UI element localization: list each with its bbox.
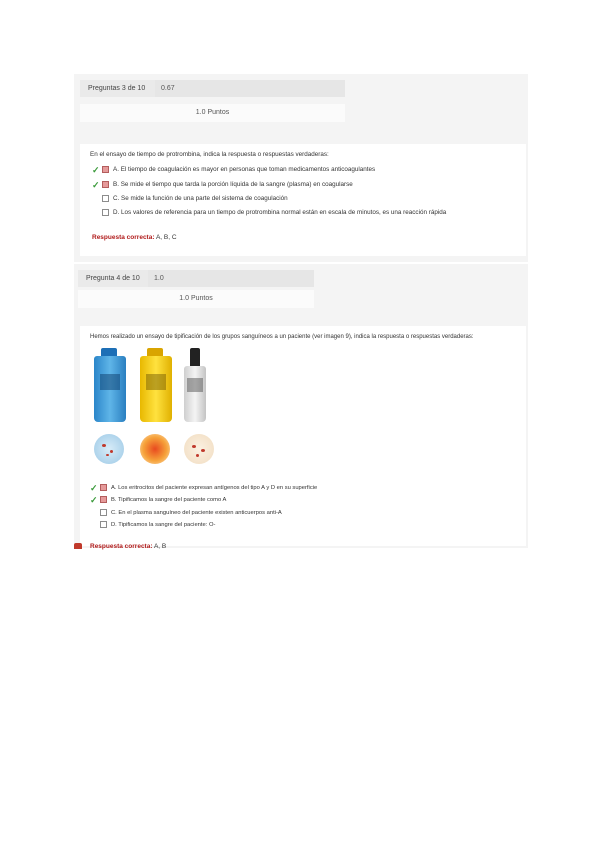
option-text: D. Los valores de referencia para un tiempo de protrombina normal están en escala de minutos, es una reacción rápida bbox=[113, 209, 447, 216]
option-text: B. Tipificamos la sangre del paciente como A bbox=[111, 496, 227, 503]
option-text: A. El tiempo de coagulación es mayor en personas que toman medicamentos anticoagulantes bbox=[113, 166, 376, 173]
checkbox-icon[interactable] bbox=[100, 484, 107, 491]
option-text: C. En el plasma sanguíneo del paciente existen anticuerpos anti-A bbox=[111, 509, 282, 516]
checkbox-icon[interactable] bbox=[102, 181, 109, 188]
question-panel bbox=[80, 326, 526, 546]
option-text: B. Se mide el tiempo que tarda la porción líquida de la sangre (plasma) en coagularse bbox=[113, 181, 353, 188]
check-icon: ✓ bbox=[92, 179, 100, 190]
checkbox-icon[interactable] bbox=[100, 496, 107, 503]
checkbox-icon[interactable] bbox=[102, 166, 109, 173]
question-panel bbox=[80, 144, 526, 256]
correct-answer-value: A, B bbox=[153, 543, 167, 550]
question-score: 0.67 bbox=[155, 80, 345, 97]
check-icon: ✓ bbox=[90, 494, 98, 505]
question-number-label: Pregunta 4 de 10 bbox=[78, 270, 148, 287]
checkbox-icon[interactable] bbox=[100, 509, 107, 516]
correct-answer-label: Respuesta correcta: bbox=[92, 234, 155, 241]
answer-option-c[interactable] bbox=[92, 193, 288, 204]
option-text: D. Tipificamos la sangre del paciente: O- bbox=[111, 521, 216, 528]
checkbox-icon[interactable] bbox=[102, 209, 109, 216]
answer-option-a[interactable] bbox=[92, 164, 375, 175]
checkbox-icon[interactable] bbox=[102, 195, 109, 202]
checkbox-icon[interactable] bbox=[100, 521, 107, 528]
option-text: C. Se mide la función de una parte del sistema de coagulación bbox=[113, 195, 288, 202]
correct-answer-value: A, B, C bbox=[155, 234, 177, 241]
correct-answer bbox=[92, 234, 177, 241]
question-4-block bbox=[74, 264, 528, 548]
blood-typing-image bbox=[92, 348, 216, 466]
question-points: 1.0 Puntos bbox=[78, 290, 314, 308]
answer-option-d[interactable] bbox=[90, 519, 215, 530]
answer-option-b[interactable] bbox=[90, 494, 226, 505]
check-icon: ✓ bbox=[92, 164, 100, 175]
question-number-label: Preguntas 3 de 10 bbox=[80, 80, 155, 97]
option-text: A. Los eritrocitos del paciente expresan antígenos del tipo A y D en su superficie bbox=[111, 484, 318, 491]
question-points: 1.0 Puntos bbox=[80, 104, 345, 122]
question-prompt: En el ensayo de tiempo de protrombina, indica la respuesta o respuestas verdaderas: bbox=[90, 151, 329, 158]
incorrect-marker-icon bbox=[74, 543, 82, 549]
question-prompt: Hemos realizado un ensayo de tipificación de los grupos sanguíneos a un paciente (ver imagen 9), indica la respuesta o respuestas verdaderas: bbox=[90, 334, 474, 340]
correct-answer-label: Respuesta correcta: bbox=[90, 543, 153, 550]
answer-option-a[interactable] bbox=[90, 482, 317, 493]
question-score: 1.0 bbox=[148, 270, 314, 287]
question-3-block bbox=[74, 74, 528, 262]
check-icon: ✓ bbox=[90, 482, 98, 493]
correct-answer bbox=[90, 543, 166, 550]
answer-option-d[interactable] bbox=[92, 207, 446, 218]
answer-option-b[interactable] bbox=[92, 179, 353, 190]
answer-option-c[interactable] bbox=[90, 507, 282, 518]
